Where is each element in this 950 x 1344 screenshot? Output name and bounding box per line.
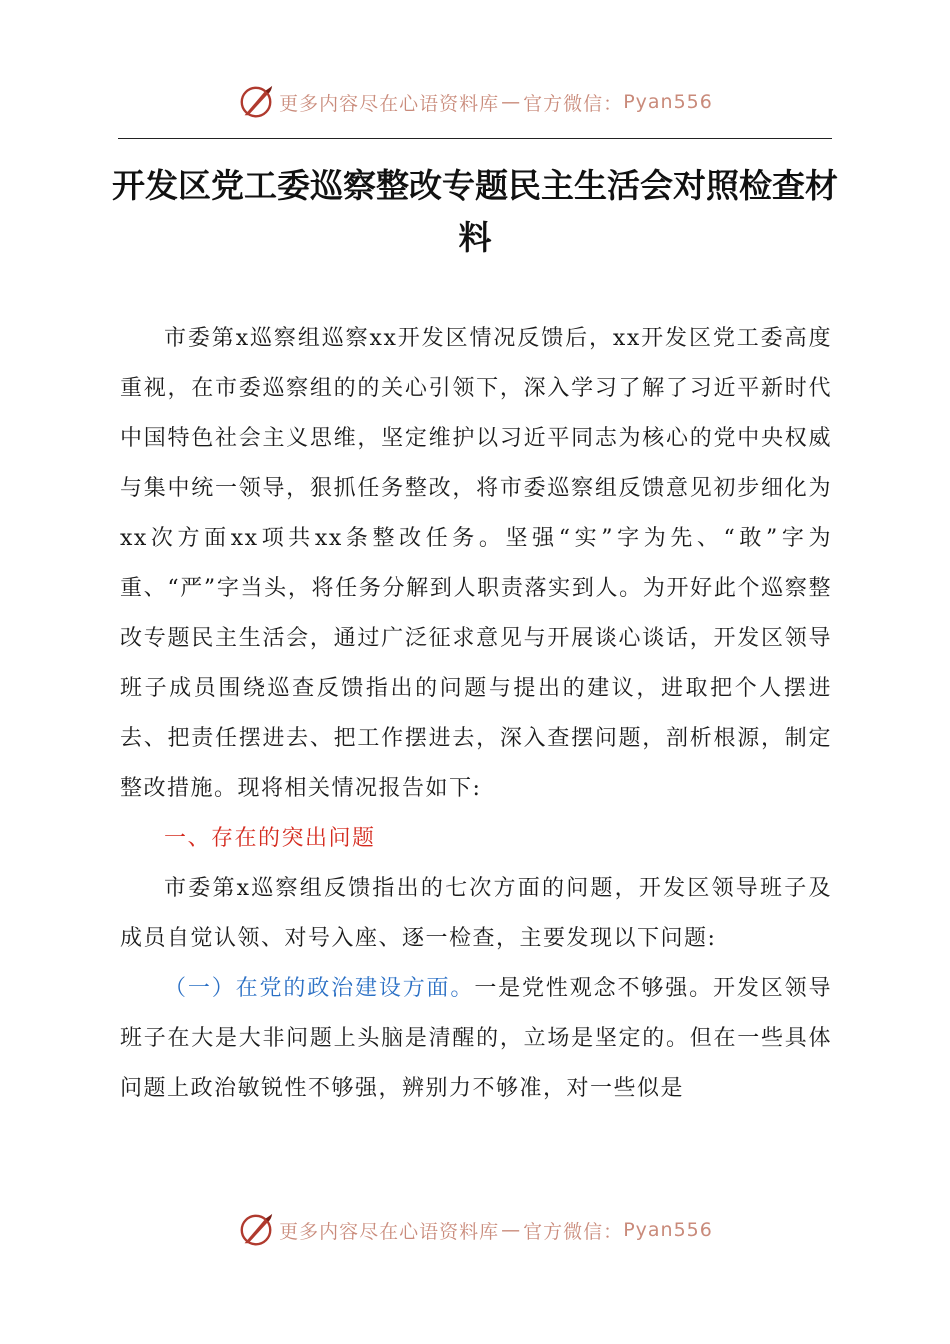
footer-watermark-banner [0,1208,950,1252]
header-watermark-banner [0,80,950,124]
section1-intro-paragraph: 市委第x巡察组反馈指出的七次方面的问题，开发区领导班子及成员自觉认领、对号入座、逐一检查，主要发现以下问题: [120,876,832,951]
banner-wechat-id: Pyan556 [623,1219,713,1241]
document-body [120,314,832,1114]
banner-wechat-label: 官方微信： [523,92,624,115]
quill-logo-icon [237,83,275,121]
banner-text: 更多内容尽在心语资料库 [279,1220,500,1243]
subsection-heading-political: （一）在党的政治建设方面。 [164,976,475,1001]
subsection1-text: 一是党性观念不够强。开发区领导班子在大是大非问题上头脑是清醒的，立场是坚定的。但在一些具体问题上政治敏锐性不够强，辨别力不够准，对一些似是 [120,976,832,1101]
quill-logo-icon [237,1211,275,1249]
banner-text: 更多内容尽在心语资料库 [279,92,500,115]
banner-dash: — [501,1219,522,1241]
document-title: 开发区党工委巡察整改专题民主生活会对照检查材料 [112,166,838,257]
banner-wechat-label: 官方微信： [523,1220,624,1243]
intro-paragraph: 市委第x巡察组巡察xx开发区情况反馈后，xx开发区党工委高度重视，在市委巡察组的的关心引领下，深入学习了解了习近平新时代中国特色社会主义思维，坚定维护以习近平同志为核心的党中央权威与集中统一领导，狠抓任务整改，将市委巡察组反馈意见初步细化为xx次方面xx项共xx条整改任务。坚强“实”字为先、“敢”字为重、“严”字当头，将任务分解到人职责落实到人。为开好此个巡察整改专题民主生活会，通过广泛征求意见与开展谈心谈话，开发区领导班子成员围绕巡查反馈指出的问题与提出的建议，进取把个人摆进去、把责任摆进去、把工作摆进去，深入查摆问题，剖析根源，制定整改措施。现将相关情况报告如下: [120,326,832,801]
subsection1-paragraph [120,964,832,1114]
banner-wechat-id: Pyan556 [623,91,713,113]
header-divider [118,138,832,139]
section-heading-problems: 一、存在的突出问题 [164,826,376,851]
banner-dash: — [501,91,522,113]
